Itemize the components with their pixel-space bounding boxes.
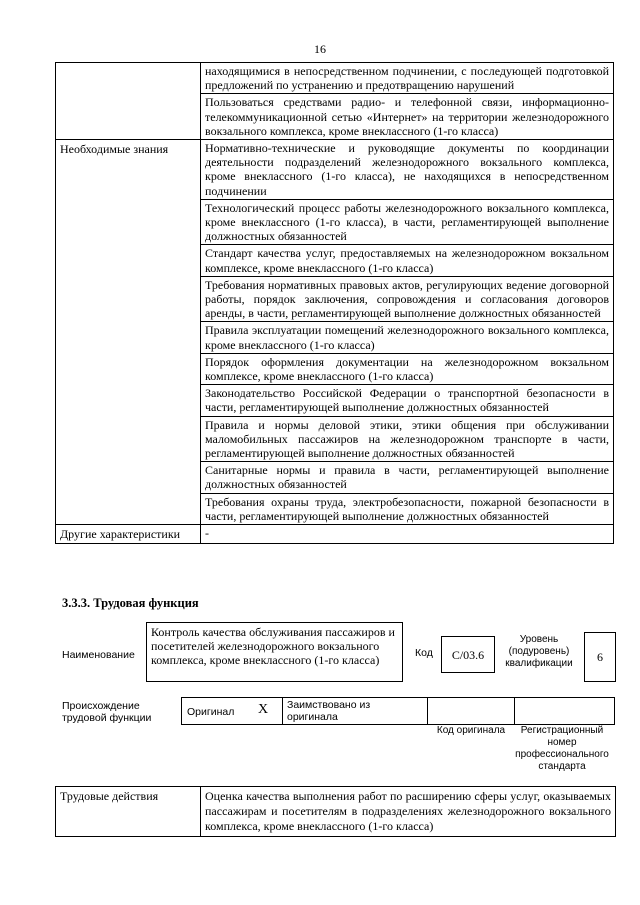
row-item: Правила и нормы деловой этики, этики общения при обслуживании маломобильных пассажиров на железнодорожном транспорте в части, регламентирующей выполнение должностных обязанностей <box>201 416 614 462</box>
original-mark: X <box>258 702 269 717</box>
actions-table <box>55 786 616 837</box>
row-item: Санитарные нормы и правила в части, регламентирующей выполнение должностных обязанностей <box>201 462 614 493</box>
row-label: Необходимые знания <box>56 140 201 525</box>
row-item: Стандарт качества услуг, предоставляемых на железнодорожном вокзальном комплексе, кроме внеклассного (1-го класса) <box>201 245 614 276</box>
row-item: находящимися в непосредственном подчинении, с последующей подготовкой предложений по устранению и предотвращению нарушений <box>201 63 614 94</box>
origin-label: Происхождение трудовой функции <box>62 700 152 724</box>
level-label: Уровень (подуровень) квалификации <box>505 634 573 669</box>
function-name-value: Контроль качества обслуживания пассажиров и посетителей железнодорожного вокзального комплекса, кроме внеклассного (1-го класса) <box>151 625 395 667</box>
knowledge-table <box>55 62 614 544</box>
row-item: Нормативно-технические и руководящие документы по координации деятельности подразделений железнодорожного вокзального комплекса, кроме внеклассного (1-го класса), не находящихся в непосредственном подчинении <box>201 140 614 200</box>
origin-box <box>181 697 615 725</box>
actions-text: Оценка качества выполнения работ по расширению сферы услуг, оказываемых пассажирам и посетителям в подразделениях железнодорожного вокзального комплекса, кроме внеклассного (1-го класса) <box>201 787 616 837</box>
reg-number-cell <box>515 698 614 724</box>
original-label: Оригинал <box>187 706 235 718</box>
code-original-cell <box>428 698 515 724</box>
level-box <box>584 632 616 682</box>
function-name-box <box>146 622 403 682</box>
original-cell <box>182 698 283 724</box>
row-item: Требования нормативных правовых актов, регулирующих ведение договорной работы, порядок заключения, сопровождения и согласования договоров аренды, в части, регламентирующей выполнение должностных обязанностей <box>201 276 614 322</box>
code-label: Код <box>415 647 433 659</box>
borrowed-label: Заимствовано из оригинала <box>287 699 371 723</box>
row-label: Другие характеристики <box>56 525 201 544</box>
table-row <box>56 140 614 200</box>
reg-number-caption: Регистрационный номер профессионального стандарта <box>515 725 609 772</box>
row-item: - <box>201 525 614 544</box>
section-title: 3.3.3. Трудовая функция <box>62 596 199 610</box>
page-number: 16 <box>314 42 326 56</box>
row-label <box>56 63 201 140</box>
code-original-caption: Код оригинала <box>436 725 506 736</box>
table-row <box>56 63 614 94</box>
row-item: Пользоваться средствами радио- и телефонной связи, информационно-телекоммуникационной сетью «Интернет» на территории железнодорожного вокзального комплекса, кроме внеклассного (1-го класса) <box>201 94 614 140</box>
level-value: 6 <box>597 650 603 664</box>
table-row <box>56 787 616 837</box>
row-item: Требования охраны труда, электробезопасности, пожарной безопасности в части, регламентирующей выполнение должностных обязанностей <box>201 493 614 524</box>
row-item: Технологический процесс работы железнодорожного вокзального комплекса, кроме внеклассного (1-го класса), в части, регламентирующей выполнение должностных обязанностей <box>201 199 614 245</box>
name-label: Наименование <box>62 649 135 661</box>
row-item: Законодательство Российской Федерации о транспортной безопасности в части, регламентирующей выполнение должностных обязанностей <box>201 385 614 416</box>
code-value: С/03.6 <box>451 647 485 662</box>
code-box <box>441 636 495 673</box>
table-row <box>56 525 614 544</box>
actions-label: Трудовые действия <box>56 787 201 837</box>
borrowed-cell <box>283 698 428 724</box>
row-item: Порядок оформления документации на железнодорожном вокзальном комплексе, кроме внеклассного (1-го класса) <box>201 353 614 384</box>
row-item: Правила эксплуатации помещений железнодорожного вокзального комплекса, кроме внеклассного (1-го класса) <box>201 322 614 353</box>
